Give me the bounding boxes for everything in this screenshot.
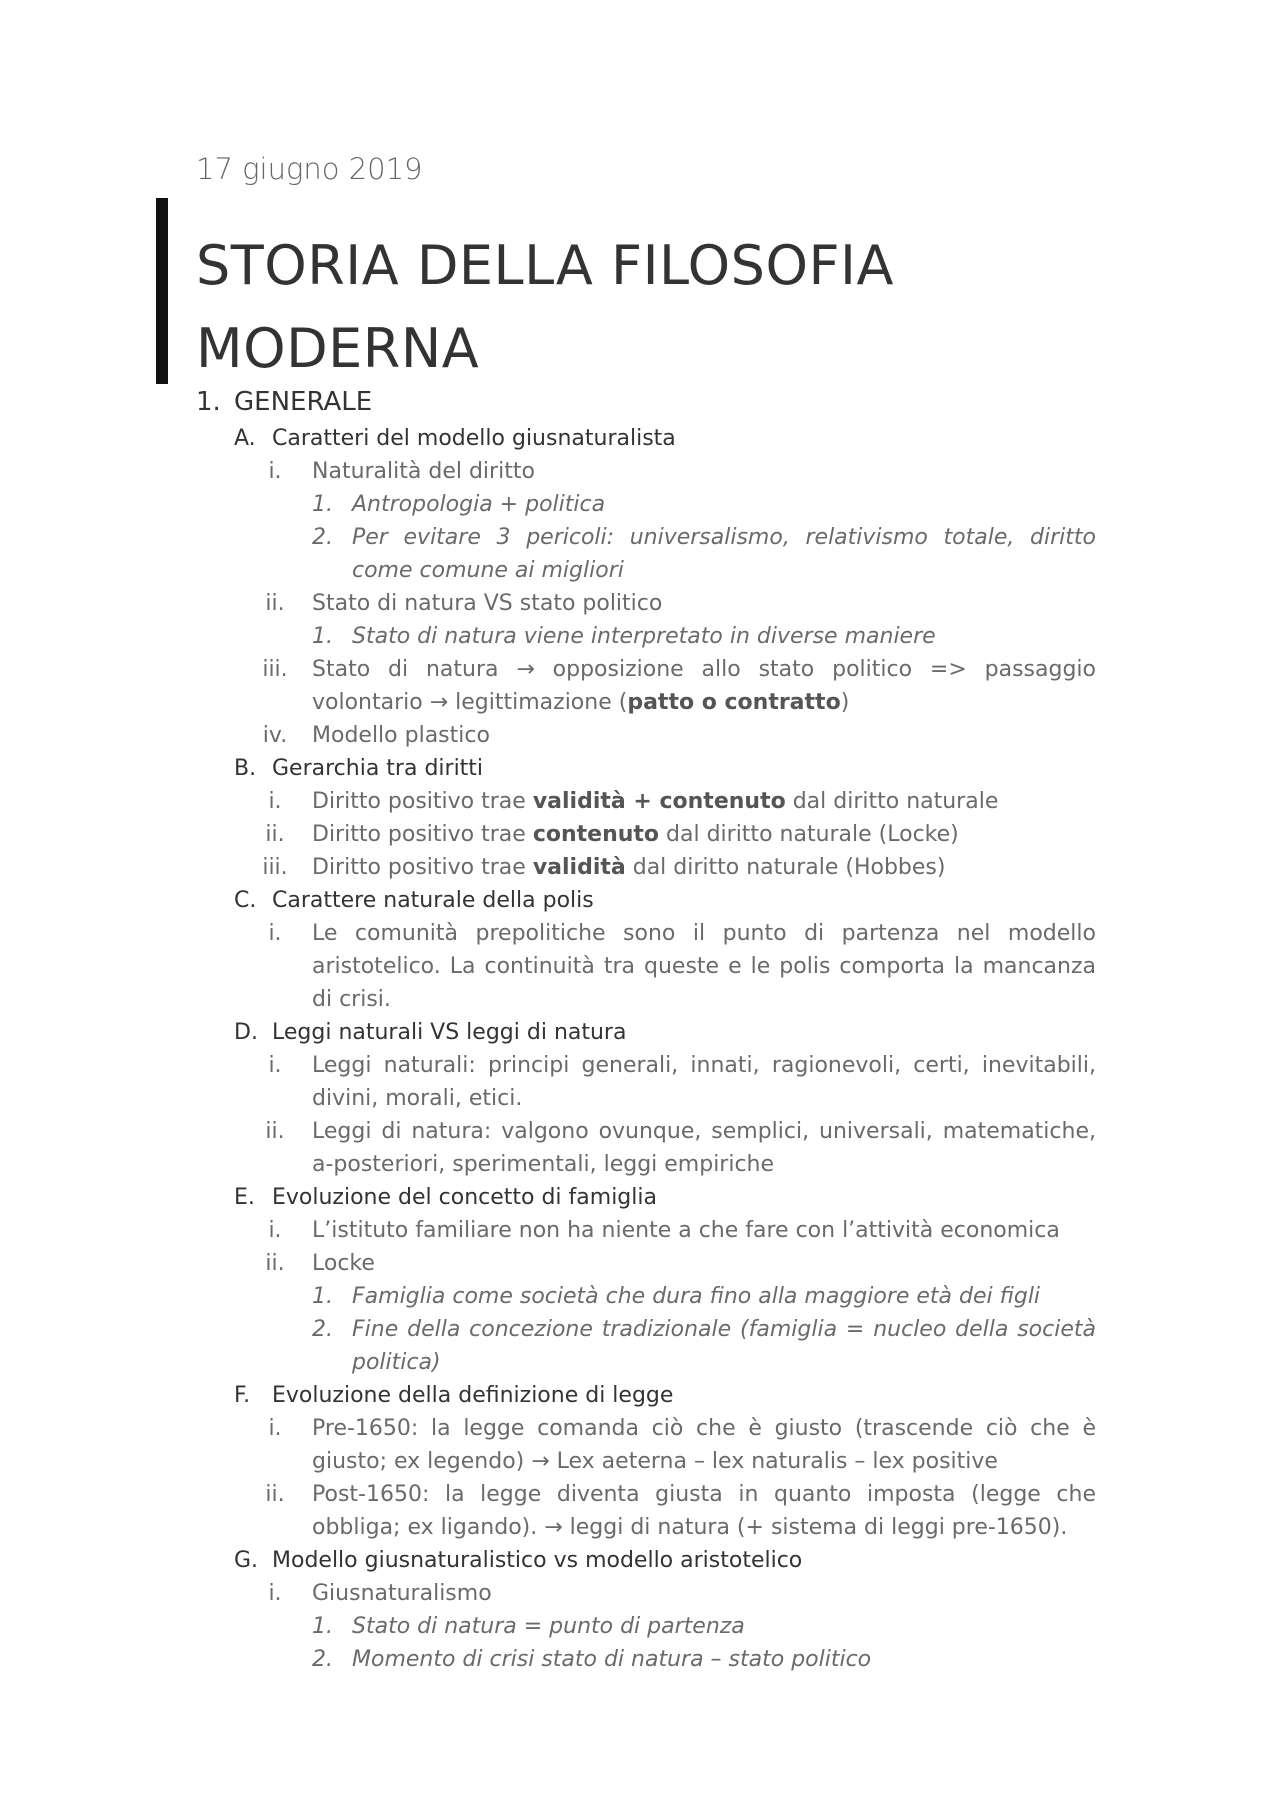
list-item: ii. Stato di natura VS stato politico	[265, 591, 663, 616]
subsection-heading: B. Gerarchia tra diritti	[234, 756, 484, 781]
list-item: i. Naturalità del diritto	[268, 459, 535, 484]
subsection-heading: F. Evoluzione della definizione di legge	[234, 1383, 674, 1408]
list-item: i. Pre-1650: la legge comanda ciò che è giusto (trascende ciò che è giusto; ex legendo) → Lex aeterna – lex naturalis – lex positive	[268, 1416, 1096, 1474]
list-item: ii. Post-1650: la legge diventa giusta in quanto imposta (legge che obbliga; ex ligando). → leggi di natura (+ sistema di leggi pre-1650).	[265, 1482, 1096, 1540]
list-item: i. Le comunità prepolitiche sono il punto di partenza nel modello aristotelico. La continuità tra queste e le polis comporta la mancanza di crisi.	[268, 921, 1096, 1012]
list-item: ii. Locke	[265, 1251, 375, 1276]
subsection-heading: G. Modello giusnaturalistico vs modello aristotelico	[234, 1548, 803, 1573]
list-item: iii. Diritto positivo trae validità dal diritto naturale (Hobbes)	[262, 855, 946, 880]
list-item: iii. Stato di natura → opposizione allo stato politico => passaggio volontario → legittimazione (patto o contratto)	[262, 657, 1096, 715]
list-item: 2. Fine della concezione tradizionale (famiglia = nucleo della società politica)	[312, 1317, 1096, 1375]
subsection-heading: C. Carattere naturale della polis	[234, 888, 594, 913]
list-item: i. Giusnaturalismo	[268, 1581, 492, 1606]
list-item: 2. Momento di crisi stato di natura – stato politico	[312, 1647, 872, 1672]
list-item: 1. Stato di natura viene interpretato in diverse maniere	[312, 624, 936, 649]
title-line-2: MODERNA	[196, 317, 480, 380]
section-heading: 1. GENERALE	[196, 387, 373, 417]
list-item: ii. Diritto positivo trae contenuto dal diritto naturale (Locke)	[265, 822, 959, 847]
title-line-1: STORIA DELLA FILOSOFIA	[196, 234, 894, 297]
subsection-heading: A. Caratteri del modello giusnaturalista	[234, 426, 676, 451]
list-item: i. Leggi naturali: principi generali, innati, ragionevoli, certi, inevitabili, divini, morali, etici.	[268, 1053, 1096, 1111]
list-item: i. L’istituto familiare non ha niente a che fare con l’attività economica	[268, 1218, 1060, 1243]
list-item: 2. Per evitare 3 pericoli: universalismo, relativismo totale, diritto come comune ai migliori	[312, 525, 1096, 583]
list-item: iv. Modello plastico	[262, 723, 490, 748]
subsection-heading: E. Evoluzione del concetto di famiglia	[234, 1185, 657, 1210]
list-item: i. Diritto positivo trae validità + contenuto dal diritto naturale	[268, 789, 999, 814]
document-date: 17 giugno 2019	[196, 152, 423, 186]
list-item: ii. Leggi di natura: valgono ovunque, semplici, universali, matematiche, a-posteriori, sperimentali, leggi empiriche	[265, 1119, 1096, 1177]
subsection-heading: D. Leggi naturali VS leggi di natura	[234, 1020, 627, 1045]
title-accent-bar	[156, 198, 168, 384]
list-item: 1. Antropologia + politica	[312, 492, 606, 517]
list-item: 1. Stato di natura = punto di partenza	[312, 1614, 745, 1639]
document-title	[196, 224, 1096, 390]
outline	[196, 382, 1096, 1676]
list-item: 1. Famiglia come società che dura fino alla maggiore età dei figli	[312, 1284, 1041, 1309]
